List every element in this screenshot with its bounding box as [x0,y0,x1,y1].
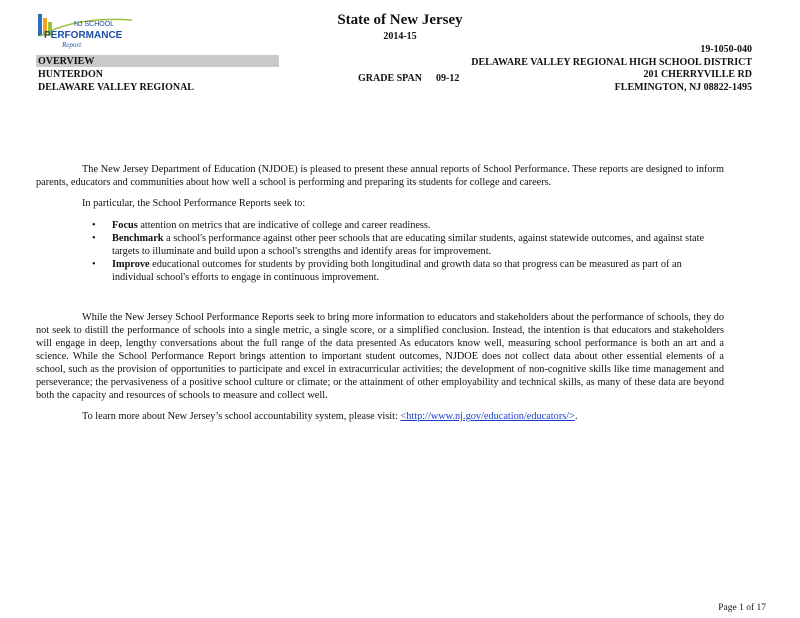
intro-paragraph: The New Jersey Department of Education (NJDOE) is pleased to present these annual reports of School Performance. These reports are designed to inform parents, educators and communities about how well a school is performing and preparing its students for college and careers. [36,164,724,188]
state-title: State of New Jersey [337,12,463,28]
bullet-keyword: Focus [112,220,138,231]
list-item [92,258,724,284]
school-year: 2014-15 [383,31,417,42]
bullet-keyword: Improve [112,259,150,270]
school-name: DELAWARE VALLEY REGIONAL HIGH SCHOOL DISTRICT [471,57,752,68]
logo-line3: Report [62,41,82,49]
bullet-icon: • [92,233,96,244]
logo-line1: NJ SCHOOL [74,21,115,28]
page-number: Page 1 of 17 [718,603,766,613]
bullet-text: attention on metrics that are indicative of college and career readiness. [137,220,431,231]
learn-more-text: To learn more about New Jersey’s school accountability system, please visit: [82,411,401,422]
learn-more-suffix: . [574,411,578,422]
overview-label: OVERVIEW [38,56,95,67]
school-code: 19-1050-040 [700,44,752,55]
educators-link[interactable]: <http://www.nj.gov/education/educators/> [400,411,575,422]
limitations-paragraph: While the New Jersey School Performance Reports seek to bring more information to educators and stakeholders about the performance of schools, they do not seek to distill the performance of schools into a single metric, a single score, or a simplified conclusion. Instead, the intention is that educators and stakeholders will engage in deep, lengthy conversations about the full range of the data presented As educators know well, measuring school performance is both an art and a science. While the School Performance Report brings attention to important student outcomes, NJDOE does not collect data about other essential elements of a school, such as the provision of opportunities to participate and excel in extracurricular activities; the development of non-cognitive skills like time management and perseverance; the pervasiveness of a positive school culture or climate; or the attainment of other employability and technical skills, as many of these data are beyond both the capacity and resources of schools to measure and collect well. [36,312,724,401]
bullet-icon: • [92,220,96,231]
bullet-text: educational outcomes for students by providing both longitudinal and growth data so that progress can be measured as part of an individual school's efforts to engage in continuous improvement. [112,259,682,283]
learn-more [36,410,724,423]
address-line2: FLEMINGTON, NJ 08822-1495 [614,82,752,93]
county-name: HUNTERDON [38,69,104,80]
district-name: DELAWARE VALLEY REGIONAL [38,82,194,93]
list-item [92,232,724,258]
goals-list [36,219,724,284]
grade-span-value: 09-12 [435,73,460,84]
lead-sentence: In particular, the School Performance Reports seek to: [82,198,306,209]
bullet-keyword: Benchmark [112,233,164,244]
list-item [92,219,724,232]
logo-line2: PERFORMANCE [44,30,123,41]
report-body [36,163,724,423]
grade-span [358,72,459,85]
grade-span-label: GRADE SPAN [358,73,422,84]
address-line1: 201 CHERRYVILLE RD [643,69,752,80]
bullet-text: a school's performance against other peer schools that are educating similar students, against statewide outcomes, and against state targets to illuminate and build upon a school's strengths and identify areas for improvement. [112,233,705,257]
bullet-icon: • [92,259,96,270]
